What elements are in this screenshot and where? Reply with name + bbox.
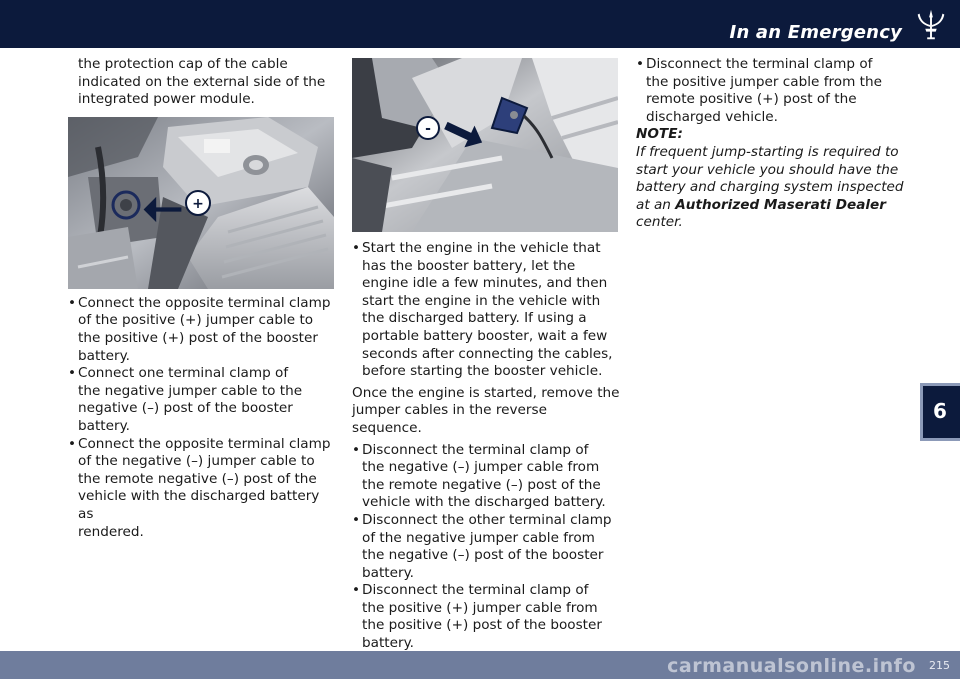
text-line: • Start the engine in the vehicle that bbox=[362, 240, 601, 256]
text-line: engine idle a few minutes, and then bbox=[362, 275, 608, 292]
text-line: portable battery booster, wait a few bbox=[362, 327, 608, 344]
text-line: center. bbox=[636, 214, 683, 231]
image-label-minus: - bbox=[425, 121, 431, 137]
header-bar bbox=[0, 0, 960, 48]
list-item bbox=[352, 512, 620, 582]
text-line: has the booster battery, let the bbox=[362, 257, 576, 274]
engine-photo-negative bbox=[352, 58, 618, 232]
text-line: • Disconnect the other terminal clamp bbox=[362, 511, 612, 528]
list-item bbox=[352, 442, 620, 512]
note-body bbox=[636, 144, 904, 232]
intro-text bbox=[68, 56, 338, 109]
text-line: vehicle with the discharged battery. bbox=[362, 494, 606, 511]
note-title: NOTE: bbox=[636, 126, 683, 143]
text-line: battery. bbox=[362, 564, 414, 581]
text-line: jumper cables in the reverse sequence. bbox=[352, 402, 547, 436]
list-item bbox=[68, 295, 338, 365]
page-number: 215 bbox=[929, 659, 950, 672]
dealer-name: Authorized Maserati Dealer bbox=[675, 196, 886, 213]
section-title: In an Emergency bbox=[729, 22, 902, 43]
watermark: carmanualsonline.info bbox=[667, 655, 916, 677]
text-line: • Disconnect the terminal clamp of bbox=[362, 582, 589, 599]
column-2 bbox=[352, 58, 620, 653]
chapter-tab bbox=[920, 383, 960, 441]
footer-bar bbox=[0, 651, 960, 679]
bullet-list bbox=[68, 295, 338, 541]
text-line: battery and charging system inspected bbox=[636, 179, 904, 196]
column-3 bbox=[636, 56, 904, 232]
text-line: the negative (–) post of the booster bbox=[362, 547, 604, 564]
text-line: the remote negative (–) post of the bbox=[362, 476, 601, 493]
text-line: the negative (–) jumper cable from bbox=[362, 459, 600, 476]
text-line: indicated on the external side of the bbox=[78, 73, 326, 90]
text-line: vehicle with the discharged battery as bbox=[78, 488, 320, 522]
text-line: start the engine in the vehicle with bbox=[362, 292, 601, 309]
bullet-list bbox=[636, 56, 904, 126]
text-line: • Connect the opposite terminal clamp bbox=[78, 294, 331, 311]
bullet-list bbox=[352, 240, 620, 381]
text-line: discharged vehicle. bbox=[646, 108, 778, 125]
column-1 bbox=[68, 56, 338, 541]
text-line: seconds after connecting the cables, bbox=[362, 345, 613, 362]
text-line: battery. bbox=[362, 635, 414, 652]
list-item bbox=[68, 436, 338, 542]
list-item bbox=[636, 56, 904, 126]
text-line: before starting the booster vehicle. bbox=[362, 363, 603, 380]
text-line: negative (–) post of the booster bbox=[78, 400, 293, 417]
chapter-number: 6 bbox=[933, 399, 947, 423]
text-line: integrated power module. bbox=[78, 91, 255, 108]
text-line: of the negative (–) jumper cable to bbox=[78, 453, 315, 470]
text-line: remote positive (+) post of the bbox=[646, 91, 857, 108]
text-line: battery. bbox=[78, 347, 130, 364]
text-line: rendered. bbox=[78, 523, 144, 540]
paragraph bbox=[352, 385, 620, 438]
text-line: • Disconnect the terminal clamp of bbox=[362, 441, 589, 458]
text-line: • Connect one terminal clamp of bbox=[78, 365, 289, 382]
text-line bbox=[636, 197, 904, 215]
note-prefix: at an bbox=[636, 196, 676, 213]
bullet-list bbox=[352, 442, 620, 653]
text-line: If frequent jump-starting is required to bbox=[636, 143, 899, 160]
image-label-plus: + bbox=[192, 195, 204, 212]
text-line: the discharged battery. If using a bbox=[362, 310, 587, 327]
text-line: • Connect the opposite terminal clamp bbox=[78, 435, 331, 452]
list-item bbox=[352, 240, 620, 381]
text-line: the protection cap of the cable bbox=[78, 56, 288, 72]
text-line: the positive jumper cable from the bbox=[646, 73, 882, 90]
trident-icon bbox=[912, 6, 950, 44]
text-line: the remote negative (–) post of the bbox=[78, 470, 317, 487]
list-item bbox=[68, 365, 338, 435]
engine-photo-positive bbox=[68, 117, 334, 289]
text-line: the negative jumper cable to the bbox=[78, 382, 303, 399]
text-line: Once the engine is started, remove the bbox=[352, 384, 620, 401]
text-line: the positive (+) post of the booster bbox=[362, 617, 602, 634]
list-item bbox=[352, 582, 620, 652]
text-line: • Disconnect the terminal clamp of bbox=[646, 56, 873, 72]
text-line: battery. bbox=[78, 417, 130, 434]
text-line: of the negative jumper cable from bbox=[362, 529, 595, 546]
text-line: the positive (+) jumper cable from bbox=[362, 599, 598, 616]
text-line: start your vehicle you should have the bbox=[636, 161, 899, 178]
text-line: the positive (+) post of the booster bbox=[78, 329, 318, 346]
text-line: of the positive (+) jumper cable to bbox=[78, 312, 314, 329]
